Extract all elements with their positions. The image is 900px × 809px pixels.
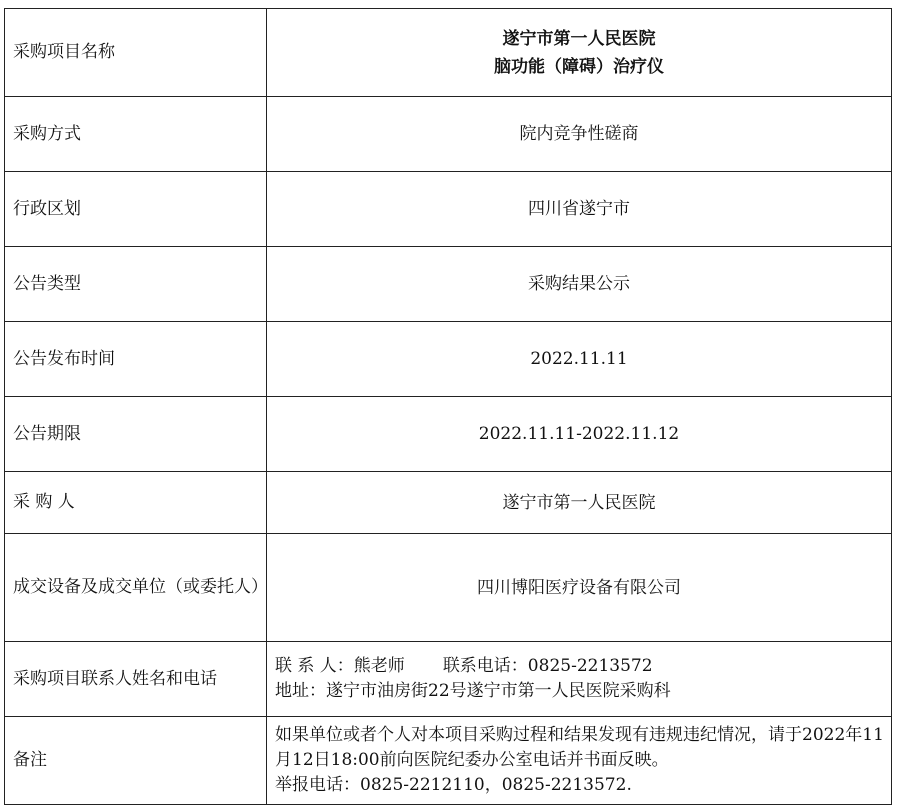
period-label: 公告期限 [5,397,267,472]
contact-phone: 联系电话：0825-2213572 [442,656,653,676]
winner-label: 成交设备及成交单位（或委托人） [5,534,267,642]
row-publish-time [5,322,892,397]
row-notice-type [5,247,892,322]
project-name-line-2: 脑功能（障碍）治疗仪 [494,56,664,77]
publish-time-label: 公告发布时间 [5,322,267,397]
notice-type-label: 公告类型 [5,247,267,322]
region-value: 四川省遂宁市 [267,172,892,247]
purchaser-value: 遂宁市第一人民医院 [267,472,892,534]
notice-type-value: 采购结果公示 [267,247,892,322]
contact-person: 联 系 人：熊老师 [275,656,405,676]
remarks-value [267,717,892,805]
contact-line [275,654,885,679]
method-value: 院内竞争性磋商 [267,97,892,172]
method-label: 采购方式 [5,97,267,172]
project-name-value [267,9,892,97]
remarks-report: 举报电话：0825-2212110，0825-2213572. [275,775,632,795]
row-project-name [5,9,892,97]
purchaser-label: 采 购 人 [5,472,267,534]
row-purchaser [5,472,892,534]
contact-value [267,642,892,717]
row-remarks [5,717,892,805]
row-method [5,97,892,172]
row-period [5,397,892,472]
project-name-label: 采购项目名称 [5,9,267,97]
contact-label: 采购项目联系人姓名和电话 [5,642,267,717]
remarks-label: 备注 [5,717,267,805]
procurement-result-table [4,8,892,805]
remarks-text: 如果单位或者个人对本项目采购过程和结果发现有违规违纪情况，请于2022年11月12日18:00前向医院纪委办公室电话并书面反映。 [275,725,884,770]
period-value: 2022.11.11-2022.11.12 [267,397,892,472]
winner-value: 四川博阳医疗设备有限公司 [267,534,892,642]
region-label: 行政区划 [5,172,267,247]
contact-address: 地址：遂宁市油房街22号遂宁市第一人民医院采购科 [275,681,671,701]
publish-time-value: 2022.11.11 [267,322,892,397]
project-name-line-1: 遂宁市第一人民医院 [502,28,656,49]
row-contact [5,642,892,717]
row-region [5,172,892,247]
row-winner [5,534,892,642]
